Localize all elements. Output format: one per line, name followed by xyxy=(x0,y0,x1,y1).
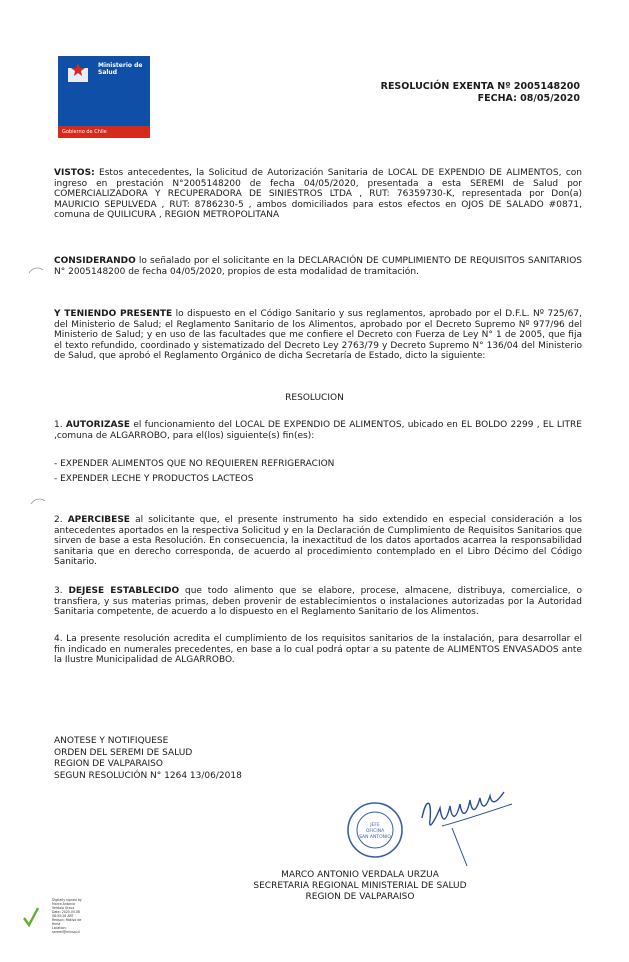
digital-line: Marco Antonio xyxy=(52,902,75,906)
digital-line: Location: xyxy=(52,926,67,930)
seal-line-3: SAN ANTONIO xyxy=(359,835,391,840)
vistos-label: VISTOS: xyxy=(54,168,95,178)
checkmark-icon xyxy=(22,906,40,928)
item-1-text: el funcionamiento del LOCAL DE EXPENDIO DE ALIMENTOS, ubicado en EL BOLDO 2299 , EL LITRE ,comuna de ALGARROBO, para el(los) siguiente(s) fin(es): xyxy=(54,420,582,441)
ministry-line-1: Ministerio de xyxy=(98,62,143,69)
item-3-paragraph xyxy=(54,586,582,618)
vistos-paragraph xyxy=(54,168,582,221)
item-1-number: 1. xyxy=(54,420,66,430)
closing-block xyxy=(54,736,242,782)
digital-line: firma xyxy=(52,922,61,926)
digital-line: Reason: Motivo de xyxy=(52,918,82,922)
item-4-text: 4. La presente resolución acredita el cumplimiento de los requisitos sanitarios de la instalación, para desarrollar el fin indicado en numerales precedentes, en base a lo cual podrá optar a su patente de ALIMENTOS ENVASADOS ante la Ilustre Municipalidad de ALGARROBO. xyxy=(54,634,582,666)
logo-red-band xyxy=(58,126,150,138)
teniendo-text: lo dispuesto en el Código Sanitario y sus reglamentos, aprobado por el D.F.L. Nº 725/67, del Ministerio de Salud; el Reglamento Sanitario de los Alimentos, aprobado por el Decreto Supremo Nº 977/96 del Ministerio de Salud; y en uso de las facultades que me confiere el Decreto con Fuerza de Ley N° 1 de 2005, que fija el texto refundido, coordinado y sistematizado del Decreto Ley 2763/79 y Decreto Supremo N° 136/04 del Ministerio de Salud, que aprobó el Reglamento Orgánico de dicha Secretaría de Estado, dicto la siguiente: xyxy=(54,309,582,362)
considerando-paragraph xyxy=(54,256,582,277)
digital-line: seremi@minsal.cl xyxy=(52,930,81,934)
signer-block xyxy=(0,870,629,903)
margin-mark-icon xyxy=(28,266,44,274)
closing-line: REGION DE VALPARAISO xyxy=(54,759,163,770)
closing-line: SEGUN RESOLUCIÓN N° 1264 13/06/2018 xyxy=(54,770,242,781)
purpose-item: - EXPENDER ALIMENTOS QUE NO REQUIEREN REFRIGERACION xyxy=(54,459,335,469)
item-3-number: 3. xyxy=(54,586,69,596)
signer-title: SECRETARIA REGIONAL MINISTERIAL DE SALUD xyxy=(253,881,467,891)
teniendo-label: Y TENIENDO PRESENTE xyxy=(54,309,173,319)
digital-line: Verdala Urzua xyxy=(52,906,75,910)
resolution-header xyxy=(381,81,580,105)
item-2-number: 2. xyxy=(54,515,68,525)
item-2-paragraph xyxy=(54,515,582,568)
closing-line: ANOTESE Y NOTIFIQUESE xyxy=(54,736,169,746)
item-2-text: al solicitante que, el presente instrumento ha sido extendido en especial consideración a los antecedentes aportados en la respectiva Solicitud y en la Declaración de Cumplimiento de Requisitos Sanitarios que sirven de base a esta Resolución. En consecuencia, la inexactitud de los datos aportados acarrea la responsabilidad sanitaria que en derecho corresponda, de acuerdo al procedimiento contemplado en el Libro Décimo del Código Sanitario. xyxy=(54,515,582,568)
considerando-text: lo señalado por el solicitante en la DECLARACIÓN DE CUMPLIMIENTO DE REQUISITOS SANITARIOS N° 2005148200 de fecha 04/05/2020, propios de esta modalidad de tramitación. xyxy=(54,256,582,277)
signer-name: MARCO ANTONIO VERDALA URZUA xyxy=(281,870,439,880)
government-label: Gobierno de Chile xyxy=(62,129,107,135)
considerando-label: CONSIDERANDO xyxy=(54,256,136,266)
margin-mark-icon xyxy=(30,497,46,505)
item-3-label: DEJESE ESTABLECIDO xyxy=(68,586,180,596)
digital-line: Digitally signed by xyxy=(52,898,82,902)
official-seal-icon xyxy=(345,800,405,860)
seal-line-2: OFICINA xyxy=(365,829,385,834)
resolution-title: RESOLUCION xyxy=(285,393,344,403)
item-4-paragraph xyxy=(54,634,582,666)
digital-signature-info xyxy=(52,898,92,934)
signature-area xyxy=(330,778,590,878)
item-3-text: que todo alimento que se elabore, procese, almacene, distribuya, comercialice, o transfiera, y sus materias primas, deben provenir de establecimientos o instalaciones autorizadas por la Autoridad Sanitaria competente, de acuerdo a lo dispuesto en el Reglamento Sanitario de los Alimentos. xyxy=(54,586,583,618)
closing-line: ORDEN DEL SEREMI DE SALUD xyxy=(54,747,193,758)
digital-line: Date: 2020.05.08 xyxy=(52,910,80,914)
ministry-name xyxy=(98,62,142,76)
vistos-text: Estos antecedentes, la Solicitud de Autorización Sanitaria de LOCAL DE EXPENDIO DE ALIMENTOS, con ingreso en prestación N°2005148200 de fecha 04/05/2020, presentada a esta SEREMI de Salud por COMERCIALIZADORA Y RECUPERADORA DE SINIESTROS LTDA , RUT: 76359730-K, representada por Don(a) MAURICIO SEPULVEDA , RUT: 8786230-5 , ambos domiciliados para estos efectos en OJOS DE SALADO #0871, comuna de QUILICURA , REGION METROPOLITANA xyxy=(54,168,582,221)
teniendo-paragraph xyxy=(54,309,582,362)
digital-line: 08:55:26 ART xyxy=(52,914,74,918)
resolution-number: RESOLUCIÓN EXENTA Nº 2005148200 xyxy=(380,81,580,92)
seal-line-1: JEFE xyxy=(370,823,380,828)
handwritten-signature-icon xyxy=(412,778,522,870)
item-2-label: APERCIBESE xyxy=(67,515,130,525)
resolution-date: FECHA: 08/05/2020 xyxy=(477,93,580,104)
signer-region: REGION DE VALPARAISO xyxy=(305,892,415,902)
item-1-label: AUTORIZASE xyxy=(65,420,131,430)
ministry-line-2: Salud xyxy=(98,69,117,76)
purpose-item: - EXPENDER LECHE Y PRODUCTOS LACTEOS xyxy=(54,474,254,484)
coat-of-arms-icon xyxy=(64,62,92,84)
item-1-paragraph xyxy=(54,420,582,441)
ministry-logo xyxy=(58,56,150,138)
